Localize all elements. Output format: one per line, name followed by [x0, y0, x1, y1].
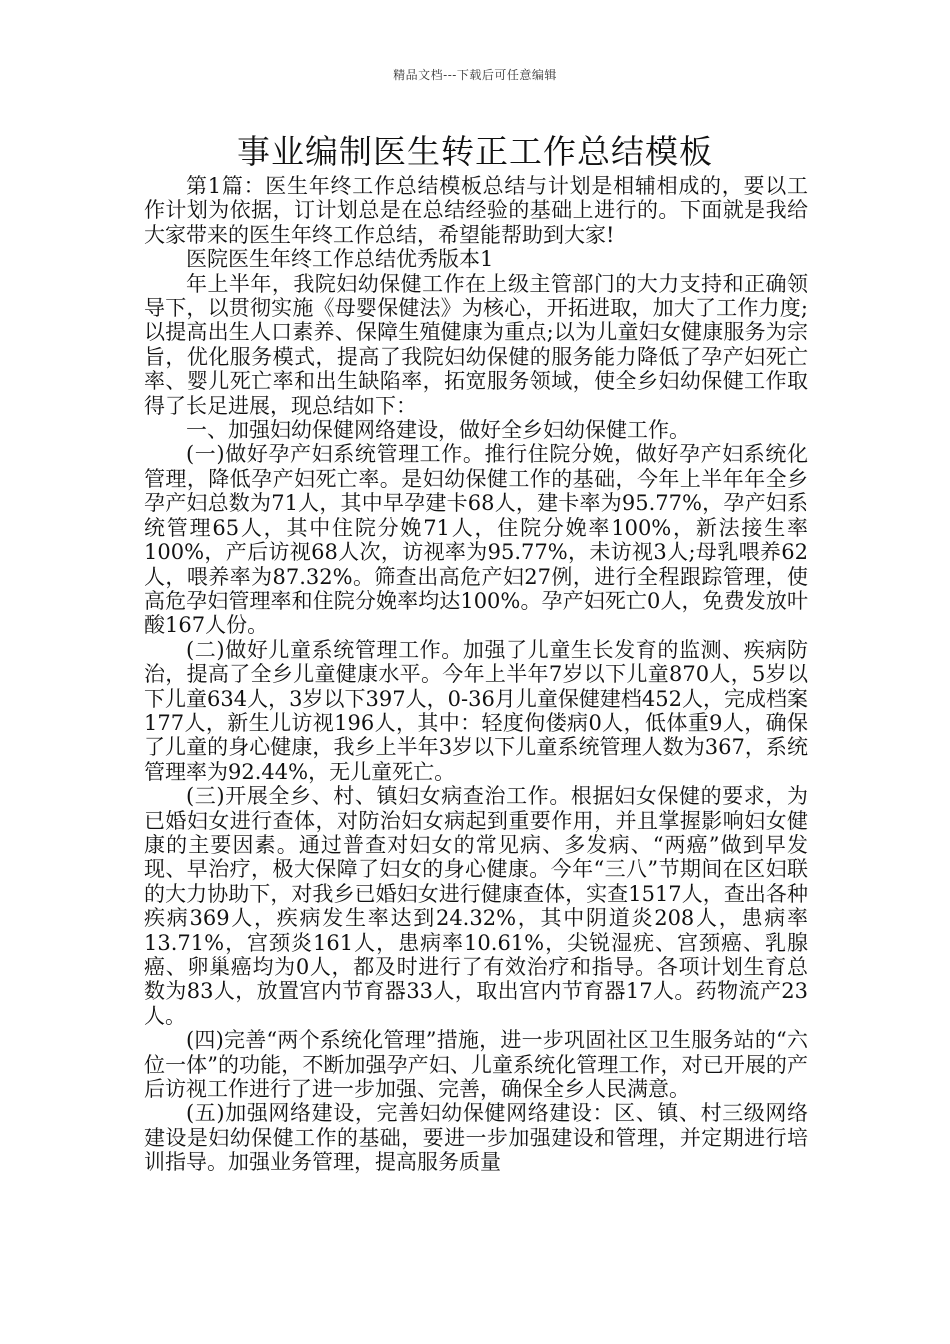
paragraph-overview: 年上半年，我院妇幼保健工作在上级主管部门的大力支持和正确领导下，以贯彻实施《母婴保健法》为核心，开拓进取，加大了工作力度;以提高出生人口素养、保障生殖健康为重点;以为儿童妇女健康服务为宗旨，优化服务模式，提高了我院妇幼保健的服务能力降低了孕产妇死亡率、婴儿死亡率和出生缺陷率，拓宽服务领域，使全乡妇幼保健工作取得了长足进展，现总结如下： — [144, 271, 808, 418]
paragraph-womens-health: (三)开展全乡、村、镇妇女病查治工作。根据妇女保健的要求，为已婚妇女进行查体，对防治妇女病起到重要作用，并且掌握影响妇女健康的主要因素。通过普查对妇女的常见病、多发病、“两癌”做到早发现、早治疗，极大保障了妇女的身心健康。今年“三八”节期间在区妇联的大力协助下，对我乡已婚妇女进行健康查体，实查1517人，查出各种疾病369人，疾病发生率达到24.32%，其中阴道炎208人，患病率13.71%，宫颈炎161人，患病率10.61%，尖锐湿疣、宫颈癌、乳腺癌、卵巢癌均为0人，都及时进行了有效治疗和指导。各项计划生育总数为83人，放置宫内节育器33人，取出宫内节育器17人。药物流产23人。 — [144, 784, 808, 1028]
paragraph-subtitle: 医院医生年终工作总结优秀版本1 — [186, 247, 494, 272]
paragraph-intro: 第1篇：医生年终工作总结模板总结与计划是相辅相成的，要以工作计划为依据，订计划总是在总结经验的基础上进行的。下面就是我给大家带来的医生年终工作总结，希望能帮助到大家! — [144, 174, 808, 247]
header-note: 精品文档---下载后可任意编辑 — [393, 68, 557, 82]
paragraph-network: (五)加强网络建设，完善妇幼保健网络建设：区、镇、村三级网络建设是妇幼保健工作的基础，要进一步加强建设和管理，并定期进行培训指导。加强业务管理，提高服务质量 — [144, 1101, 808, 1175]
section-heading: 一、加强妇幼保健网络建设，做好全乡妇幼保健工作。 — [186, 418, 690, 443]
paragraph-children: (二)做好儿童系统管理工作。加强了儿童生长发育的监测、疾病防治，提高了全乡儿童健康水平。今年上半年7岁以下儿童870人，5岁以下儿童634人，3岁以下397人，0-36月儿童保健建档452人，完成档案177人，新生儿访视196人，其中：轻度佝偻病0人，低体重9人，确保了儿童的身心健康，我乡上半年3岁以下儿童系统管理人数为367，系统管理率为92.44%，无儿童死亡。 — [144, 637, 808, 784]
document-title: 事业编制医生转正工作总结模板 — [237, 132, 713, 171]
document-body — [144, 174, 808, 1175]
paragraph-system-management: (四)完善“两个系统化管理”措施，进一步巩固社区卫生服务站的“六位一体”的功能，不断加强孕产妇、儿童系统化管理工作，对已开展的产后访视工作进行了进一步加强、完善，确保全乡人民满意。 — [144, 1028, 808, 1102]
paragraph-maternal: (一)做好孕产妇系统管理工作。推行住院分娩，做好孕产妇系统化管理，降低孕产妇死亡率。是妇幼保健工作的基础，今年上半年年全乡孕产妇总数为71人，其中早孕建卡68人，建卡率为95.77%，孕产妇系统管理65人，其中住院分娩71人，住院分娩率100%，新法接生率100%，产后访视68人次，访视率为95.77%，未访视3人;母乳喂养62人，喂养率为87.32%。筛查出高危产妇27例，进行全程跟踪管理，使高危孕妇管理率和住院分娩率均达100%。孕产妇死亡0人，免费发放叶酸167人份。 — [144, 442, 808, 638]
